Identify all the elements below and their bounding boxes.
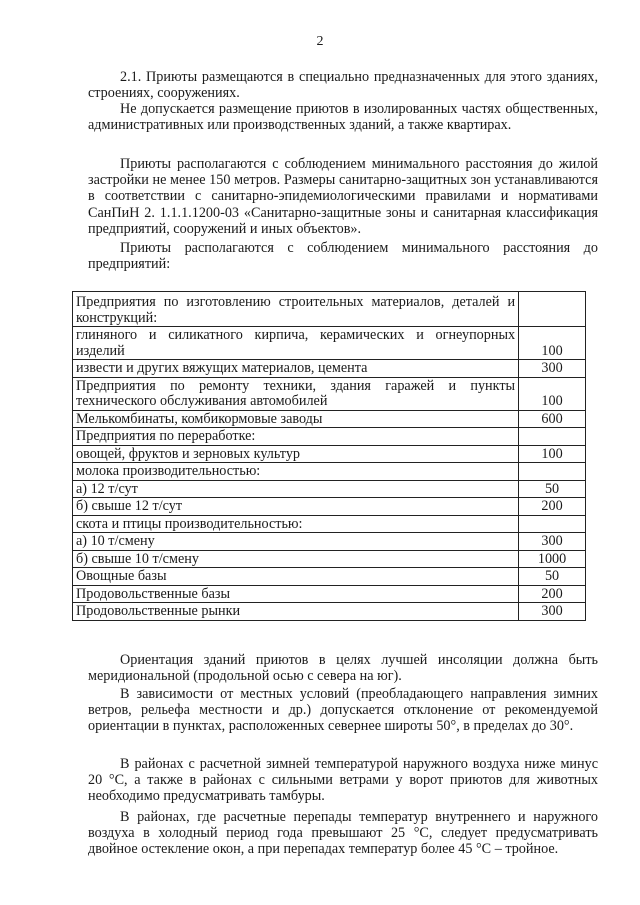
distance-value-cell: 50 — [519, 480, 586, 498]
enterprise-name-cell: Мелькомбинаты, комбикормовые заводы — [73, 410, 519, 428]
distance-value-cell: 100 — [519, 327, 586, 360]
table-row — [73, 445, 586, 463]
distance-value-cell: 100 — [519, 377, 586, 410]
enterprise-name-cell: молока производительностью: — [73, 463, 519, 481]
table-row — [73, 480, 586, 498]
distance-value-cell: 300 — [519, 360, 586, 378]
distance-value-cell: 300 — [519, 603, 586, 621]
distance-value-cell: 50 — [519, 568, 586, 586]
paragraph-glazing: В районах, где расчетные перепады температур внутреннего и наружного воздуха в холодный период года превышают 25 °С, следует предусматривать двойное остекление окон, а при перепадах температур более 45 °С – тройное. — [88, 809, 598, 858]
enterprise-name-cell: Предприятия по ремонту техники, здания гаражей и пункты технического обслуживания автомобилей — [73, 377, 519, 410]
paragraph-min-distance-enterprises: Приюты располагаются с соблюдением минимального расстояния до предприятий: — [88, 240, 598, 273]
paragraph-vestibules: В районах с расчетной зимней температурой наружного воздуха ниже минус 20 °С, а также в районах с сильными ветрами у ворот приютов для животных необходимо предусматривать тамбуры. — [88, 756, 598, 805]
distance-value-cell: 300 — [519, 533, 586, 551]
distance-value-cell — [519, 463, 586, 481]
enterprise-name-cell: извести и других вяжущих материалов, цемента — [73, 360, 519, 378]
table-row — [73, 360, 586, 378]
enterprise-name-cell: Овощные базы — [73, 568, 519, 586]
enterprise-name-cell: Продовольственные базы — [73, 585, 519, 603]
distance-value-cell — [519, 515, 586, 533]
paragraph-isolated-parts: Не допускается размещение приютов в изолированных частях общественных, административных или производственных зданий, а также квартирах. — [88, 101, 598, 134]
table-row — [73, 533, 586, 551]
table-row — [73, 327, 586, 360]
distance-value-cell — [519, 292, 586, 327]
distance-value-cell — [519, 428, 586, 446]
enterprise-name-cell: глиняного и силикатного кирпича, керамических и огнеупорных изделий — [73, 327, 519, 360]
table-row — [73, 428, 586, 446]
distance-value-cell: 200 — [519, 585, 586, 603]
table-row — [73, 515, 586, 533]
enterprise-name-cell: овощей, фруктов и зерновых культур — [73, 445, 519, 463]
enterprise-name-cell: б) свыше 10 т/смену — [73, 550, 519, 568]
paragraph-min-distance-housing: Приюты располагаются с соблюдением минимального расстояния до жилой застройки не менее 150 метров. Размеры санитарно-защитных зон устанавливаются в соответствии с санитарно-эпидемиологическими правилами и нормативами СанПиН 2. 1.1.1.1200-03 «Санитарно-защитные зоны и санитарная классификация предприятий, сооружений и иных объектов». — [88, 156, 598, 237]
distance-value-cell: 1000 — [519, 550, 586, 568]
enterprise-name-cell: скота и птицы производительностью: — [73, 515, 519, 533]
paragraph-orientation-deviation: В зависимости от местных условий (преобладающего направления зимних ветров, рельефа местности и др.) допускается отклонение от рекомендуемой ориентации в пунктах, расположенных севернее широты 50°, в пределах до 30°. — [88, 686, 598, 735]
table-row — [73, 377, 586, 410]
table-row — [73, 410, 586, 428]
enterprise-name-cell: Предприятия по изготовлению строительных материалов, деталей и конструкций: — [73, 292, 519, 327]
paragraph-orientation: Ориентация зданий приютов в целях лучшей инсоляции должна быть меридиональной (продольной осью с севера на юг). — [88, 652, 598, 685]
distance-value-cell: 100 — [519, 445, 586, 463]
table-row — [73, 292, 586, 327]
distance-value-cell: 200 — [519, 498, 586, 516]
table-row — [73, 585, 586, 603]
enterprise-name-cell: а) 12 т/сут — [73, 480, 519, 498]
enterprise-name-cell: б) свыше 12 т/сут — [73, 498, 519, 516]
table-row — [73, 463, 586, 481]
table-row — [73, 603, 586, 621]
table-row — [73, 568, 586, 586]
table-row — [73, 550, 586, 568]
enterprise-name-cell: а) 10 т/смену — [73, 533, 519, 551]
enterprise-name-cell: Предприятия по переработке: — [73, 428, 519, 446]
table-row — [73, 498, 586, 516]
paragraph-2-1: 2.1. Приюты размещаются в специально предназначенных для этого зданиях, строениях, сооружениях. — [88, 69, 598, 102]
enterprise-name-cell: Продовольственные рынки — [73, 603, 519, 621]
distance-table — [72, 291, 586, 621]
distance-value-cell: 600 — [519, 410, 586, 428]
page-number: 2 — [316, 34, 324, 49]
